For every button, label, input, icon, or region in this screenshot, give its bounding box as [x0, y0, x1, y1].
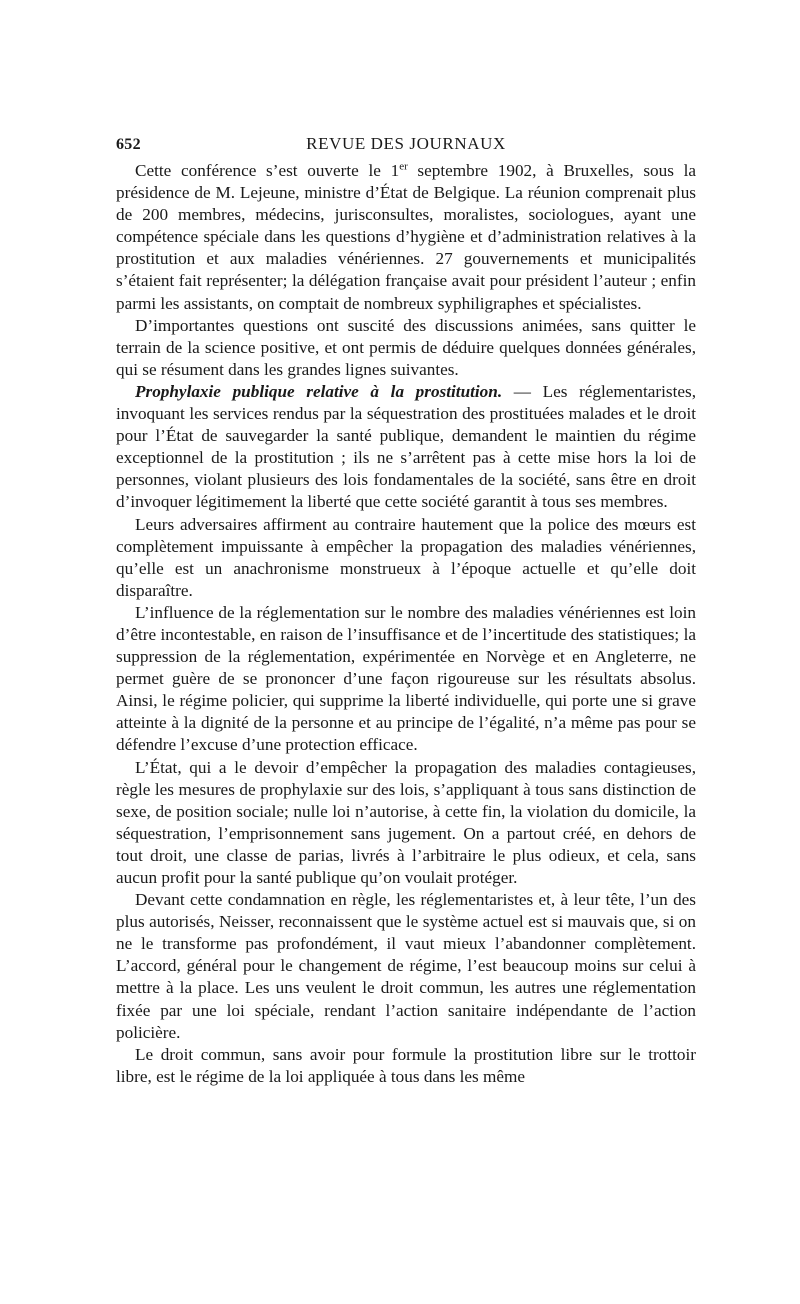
paragraph-3-text: — Les réglementaristes, invoquant les services rendus par la séquestration des prostituées malades et le droit pour l’État de sauvegarder la santé publique, demandent le maintien du régime exceptionnel de la prostitution ; ils ne s’arrêtent pas à cette mise hors la loi de personnes, violant plusieurs des lois fondamentales de la société, sans être en droit d’invoquer légitimement la liberté que cette société garantit à tous ses membres.: [116, 381, 696, 512]
paragraph-2: D’importantes questions ont suscité des discussions animées, sans quitter le terrain de la science positive, et ont permis de déduire quelques données générales, qui se résument dans les grandes lignes suivantes.: [116, 315, 696, 379]
document-page: [116, 132, 696, 1088]
paragraph-6: L’État, qui a le devoir d’empêcher la propagation des maladies contagieuses, règle les mesures de prophylaxie sur des lois, s’appliquant à tous sans distinction de sexe, de position sociale; nulle loi n’autorise, à cette fin, la violation du domicile, la séquestration, l’emprisonnement sans jugement. On a partout créé, en dehors de tout droit, une classe de parias, livrés à l’arbitraire le plus odieux, et cela, sans aucun profit pour la santé publique qu’on voulait protéger.: [116, 757, 696, 887]
paragraph-1-start: Cette conférence s’est ouverte le 1: [135, 161, 400, 180]
body-text: [116, 160, 696, 1088]
paragraph-4: Leurs adversaires affirment au contraire hautement que la police des mœurs est complètement impuissante à empêcher la propagation des maladies vénériennes, qu’elle est un anachronisme monstrueux à l’époque actuelle et qu’elle doit disparaître.: [116, 514, 696, 600]
section-heading-prophylaxie: Prophylaxie publique relative à la prostitution.: [135, 381, 503, 401]
paragraph-1: [116, 160, 696, 315]
running-title: REVUE DES JOURNAUX: [306, 134, 506, 153]
paragraph-3: [116, 381, 696, 514]
paragraph-1-rest: septembre 1902, à Bruxelles, sous la présidence de M. Lejeune, ministre d’État de Belgique. La réunion comprenait plus de 200 membres, médecins, jurisconsultes, moralistes, sociologues, ayant une compétence spéciale dans les questions d’hygiène et d’administration relatives à la prostitution et aux maladies vénériennes. 27 gouvernements et municipalités s’étaient fait représenter; la délégation française avait pour président l’auteur ; enfin parmi les assistants, on comptait de nombreux syphiligraphes et spécialistes.: [116, 161, 696, 313]
superscript-er: er: [399, 160, 408, 173]
running-head: [116, 132, 696, 160]
paragraph-7: Devant cette condamnation en règle, les réglementaristes et, à leur tête, l’un des plus autorisés, Neisser, reconnaissent que le système actuel est si mauvais que, si on ne le transforme pas profondément, il vaut mieux l’abandonner complètement. L’accord, général pour le changement de régime, l’est beaucoup moins sur celui à mettre à la place. Les uns veulent le droit commun, les autres une réglementation fixée par une loi spéciale, rendant l’action sanitaire indépendante de l’action policière.: [116, 890, 696, 1042]
page-number: 652: [116, 136, 141, 153]
paragraph-8: Le droit commun, sans avoir pour formule la prostitution libre sur le trottoir libre, est le régime de la loi appliquée à tous dans les même: [116, 1044, 696, 1086]
paragraph-5: L’influence de la réglementation sur le nombre des maladies vénériennes est loin d’être incontestable, en raison de l’insuffisance et de l’incertitude des statistiques; la suppression de la réglementation, expérimentée en Norvège et en Angleterre, ne permet guère de se prononcer d’une façon rigoureuse sur les résultats absolus. Ainsi, le régime policier, qui supprime la liberté individuelle, qui porte une si grave atteinte à la dignité de la personne et au principe de l’égalité, n’a même pas pour se défendre l’excuse d’une protection efficace.: [116, 602, 696, 755]
